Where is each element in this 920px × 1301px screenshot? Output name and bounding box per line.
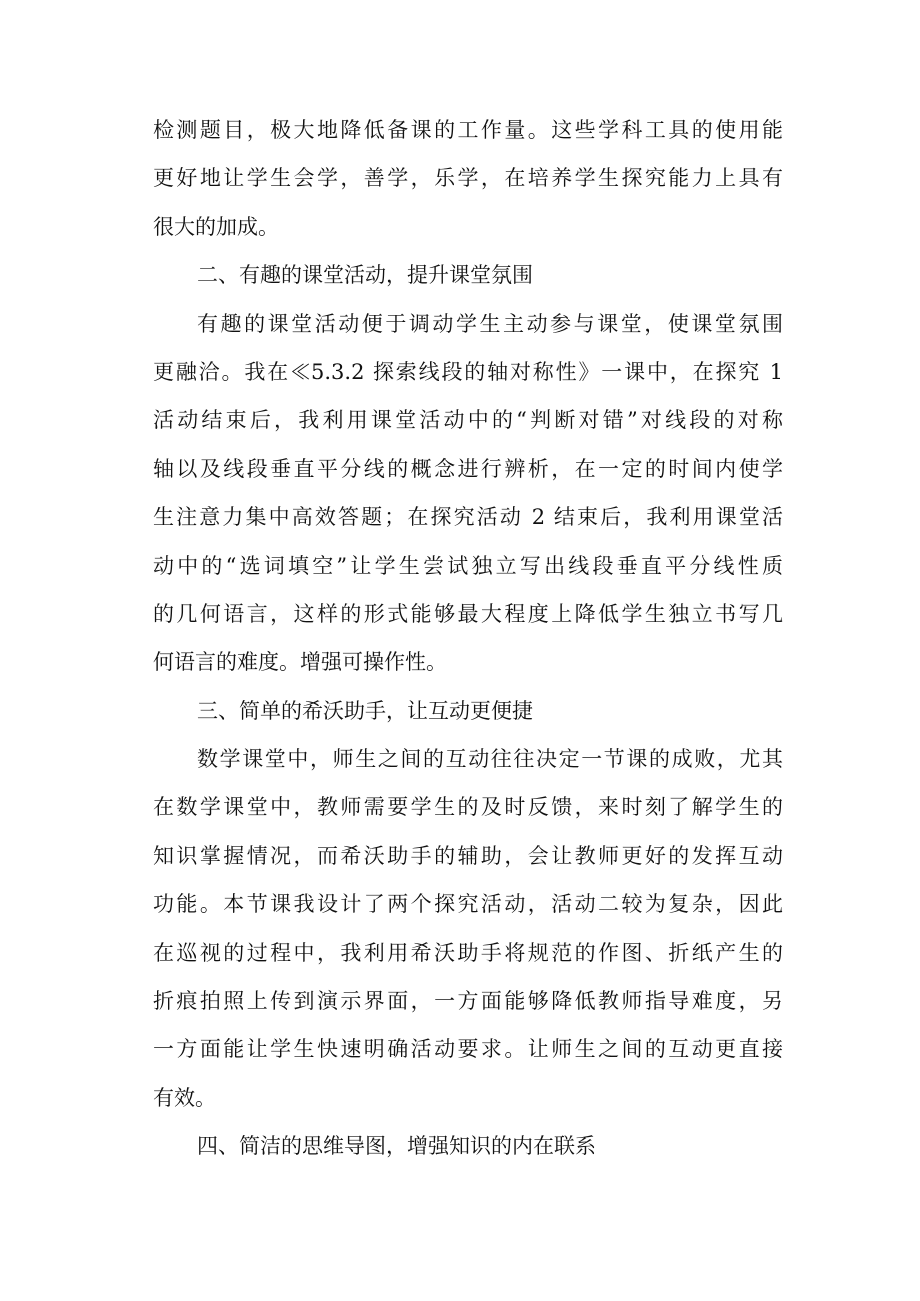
paragraph-line: 在数学课堂中，教师需要学生的及时反馈，来时刻了解学生的 <box>153 795 783 820</box>
paragraph-line: 检测题目，极大地降低备课的工作量。这些学科工具的使用能 <box>153 118 783 142</box>
paragraph-line: 生注意力集中高效答题；在探究活动 2 结束后，我利用课堂活 <box>153 505 783 530</box>
section-heading: 四、简洁的思维导图，增强知识的内在联系 <box>197 1134 596 1159</box>
paragraph-line: 的几何语言，这样的形式能够最大程度上降低学生独立书写几 <box>153 601 783 626</box>
paragraph-line: 轴以及线段垂直平分线的概念进行辨析，在一定的时间内使学 <box>153 456 783 481</box>
paragraph-line: 更融洽。我在≪5.3.2 探索线段的轴对称性》一课中，在探究 1 <box>153 359 783 384</box>
paragraph-line: 有趣的课堂活动便于调动学生主动参与课堂，使课堂氛围 <box>197 311 783 336</box>
paragraph-line: 何语言的难度。增强可操作性。 <box>153 650 447 675</box>
paragraph-line: 很大的加成。 <box>153 214 279 239</box>
paragraph-line: 功能。本节课我设计了两个探究活动，活动二较为复杂，因此 <box>153 892 783 917</box>
paragraph-line: 更好地让学生会学，善学，乐学，在培养学生探究能力上具有 <box>153 166 783 191</box>
paragraph-line: 数学课堂中，师生之间的互动往往决定一节课的成败，尤其 <box>197 747 783 772</box>
paragraph-line: 有效。 <box>153 1085 216 1110</box>
paragraph-line: 在巡视的过程中，我利用希沃助手将规范的作图、折纸产生的 <box>153 940 783 965</box>
paragraph-line: 动中的“选词填空”让学生尝试独立写出线段垂直平分线性质 <box>153 553 783 578</box>
paragraph-line: 折痕拍照上传到演示界面，一方面能够降低教师指导难度，另 <box>153 989 783 1014</box>
paragraph-line: 一方面能让学生快速明确活动要求。让师生之间的互动更直接 <box>153 1037 783 1062</box>
paragraph-line: 活动结束后，我利用课堂活动中的“判断对错”对线段的对称 <box>153 408 783 433</box>
section-heading: 二、有趣的课堂活动，提升课堂氛围 <box>197 263 533 288</box>
document-body <box>153 106 783 1171</box>
paragraph-line: 知识掌握情况，而希沃助手的辅助，会让教师更好的发挥互动 <box>153 843 783 868</box>
section-heading: 三、简单的希沃助手，让互动更便捷 <box>197 698 533 723</box>
